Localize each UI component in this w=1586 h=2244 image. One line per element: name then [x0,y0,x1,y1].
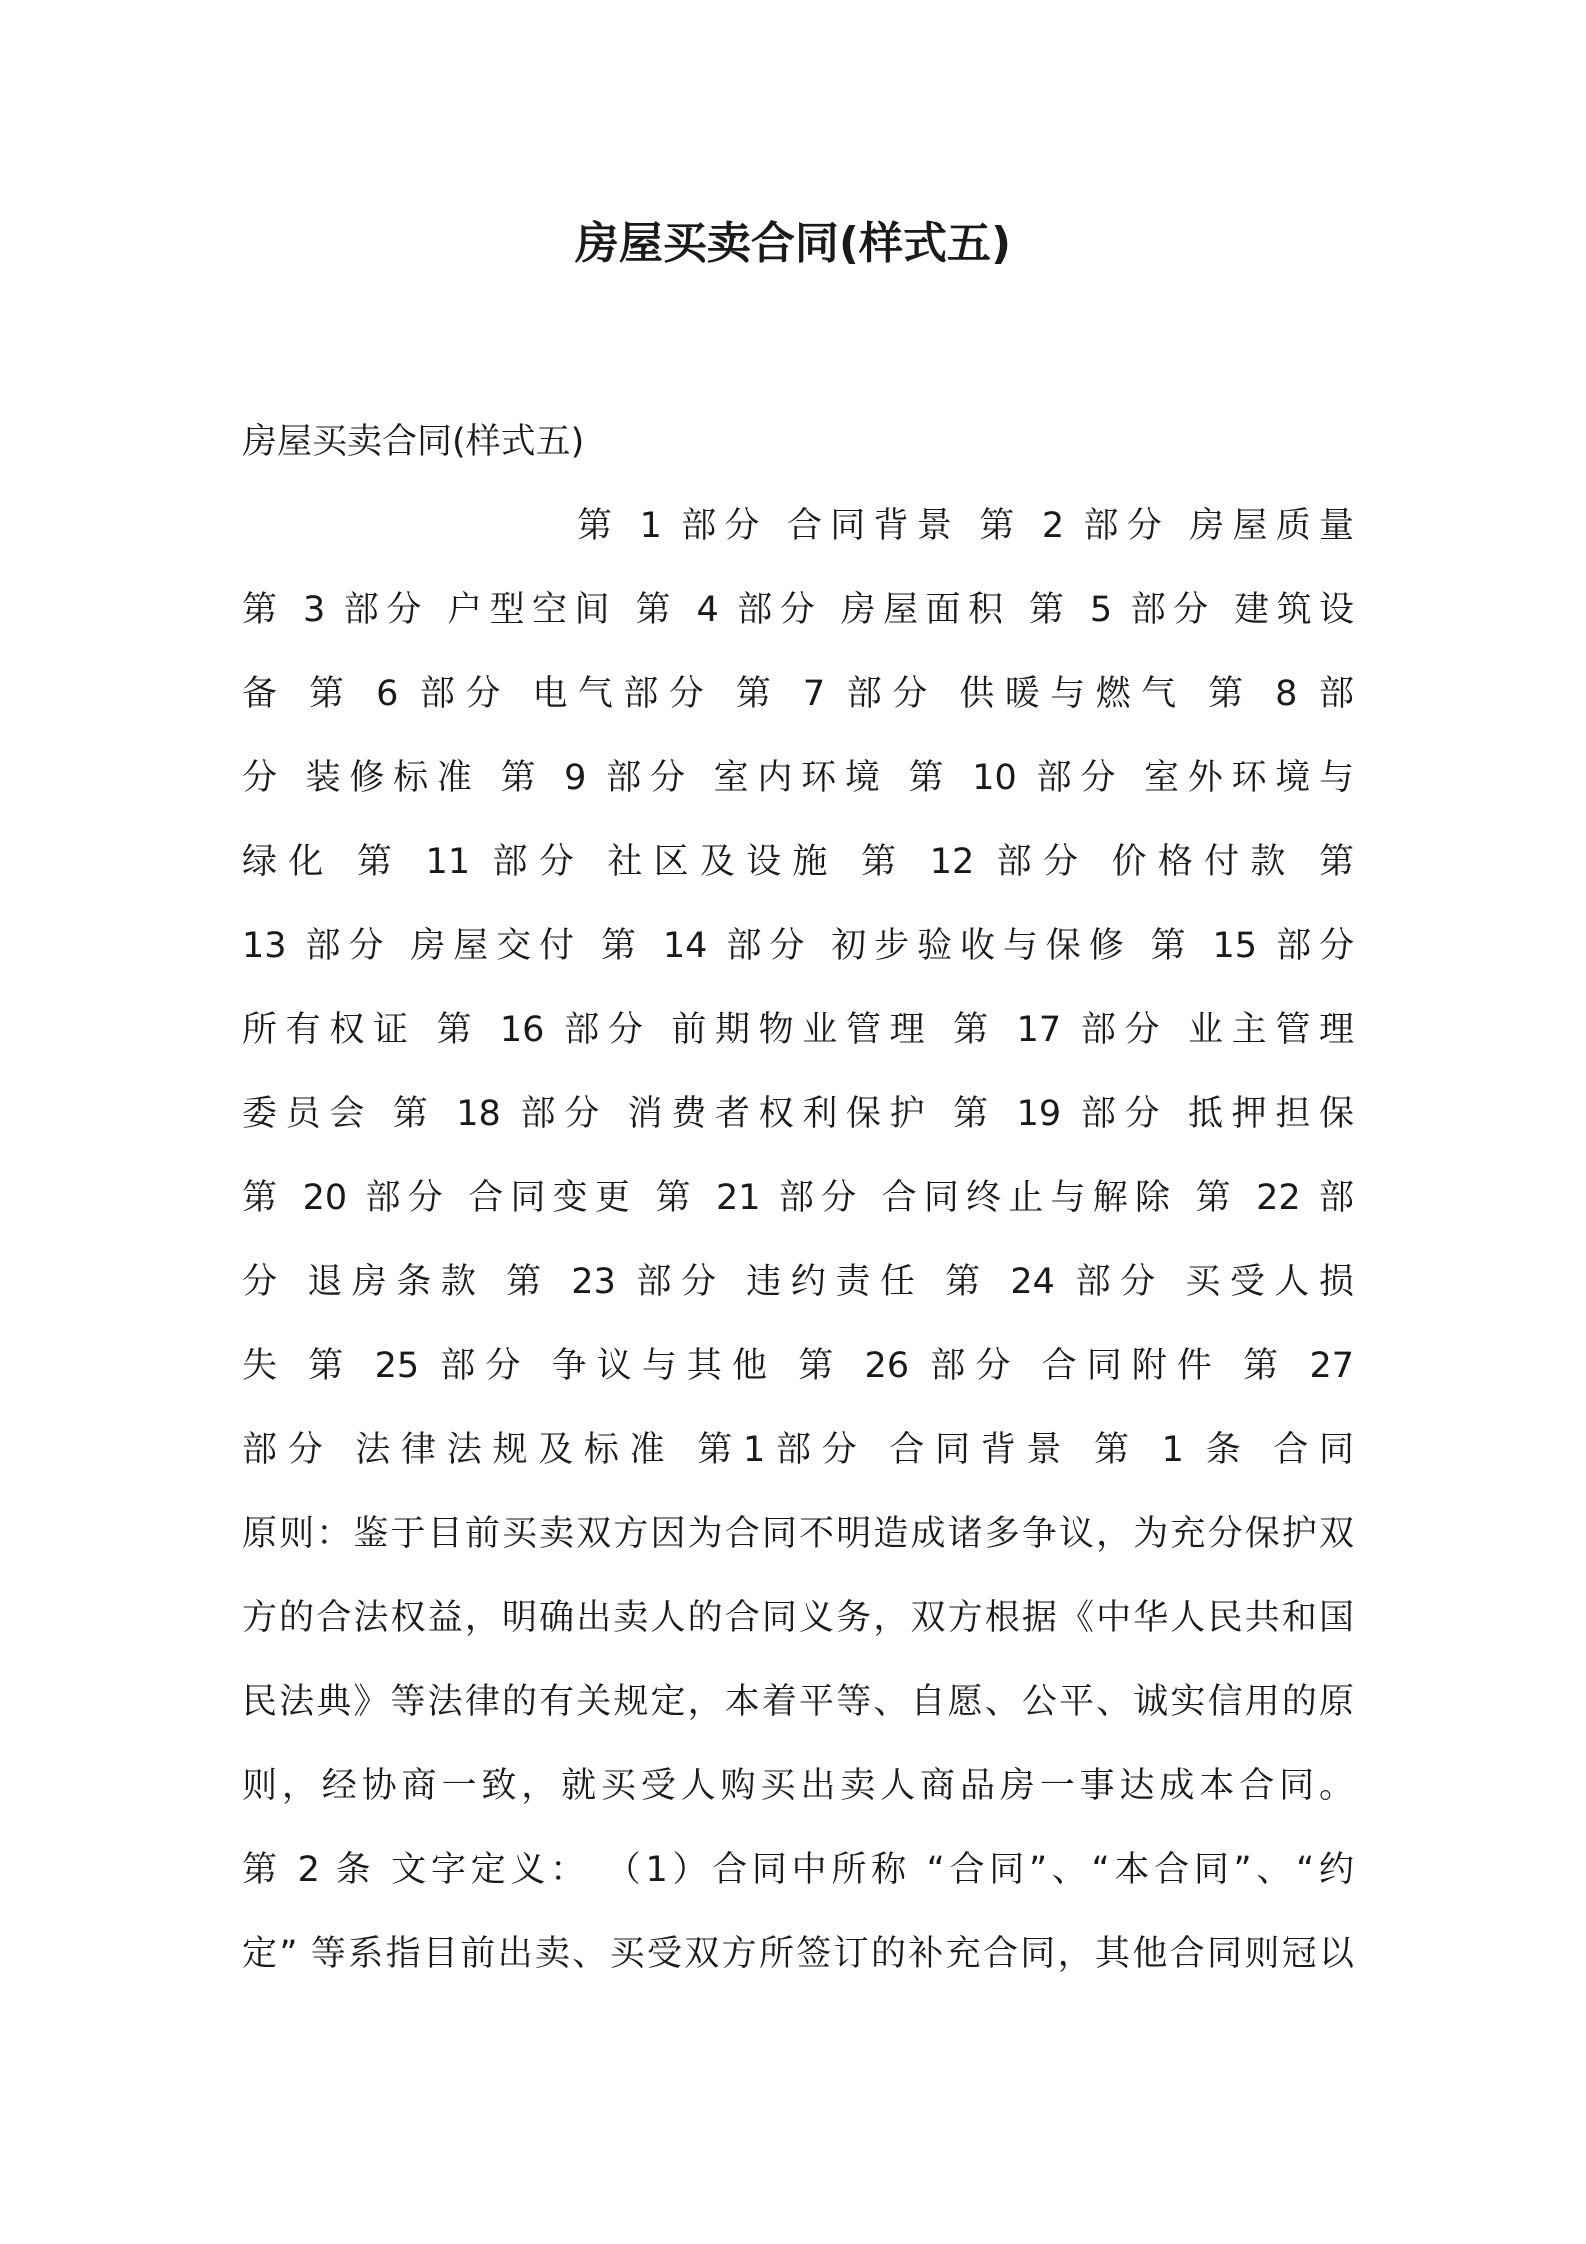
body-line: 则，经协商一致，就买受人购买出卖人商品房一事达成本合同。 [242,1766,1354,1806]
body-line: 定” 等系指目前出卖、买受双方所签订的补充合同，其他合同则冠以 [242,1934,1354,1974]
body-line: 第 1 部分 合同背景 第 2 部分 房屋质量 [577,506,1354,546]
body-line: 方的合法权益，明确出卖人的合同义务，双方根据《中华人民共和国 [242,1598,1354,1638]
body-line: 备 第 6 部分 电气部分 第 7 部分 供暖与燃气 第 8 部 [242,674,1354,714]
body-line: 分 装修标准 第 9 部分 室内环境 第 10 部分 室外环境与 [242,758,1354,798]
body-line: 第 20 部分 合同变更 第 21 部分 合同终止与解除 第 22 部 [242,1178,1354,1218]
document-body [242,400,1354,1996]
body-line: 分 退房条款 第 23 部分 违约责任 第 24 部分 买受人损 [242,1262,1354,1302]
body-line: 所有权证 第 16 部分 前期物业管理 第 17 部分 业主管理 [242,1010,1354,1050]
document-subtitle: 房屋买卖合同(样式五) [242,422,585,462]
body-line: 第 2 条 文字定义： （1）合同中所称 “合同”、“本合同”、“约 [242,1850,1354,1890]
body-line: 13 部分 房屋交付 第 14 部分 初步验收与保修 第 15 部分 [242,926,1354,966]
page-title: 房屋买卖合同(样式五) [574,218,1012,269]
body-line: 部分 法律法规及标准 第1部分 合同背景 第 1 条 合同 [242,1430,1354,1470]
body-line: 原则：鉴于目前买卖双方因为合同不明造成诸多争议，为充分保护双 [242,1514,1354,1554]
body-line: 民法典》等法律的有关规定，本着平等、自愿、公平、诚实信用的原 [242,1682,1354,1722]
body-line: 委员会 第 18 部分 消费者权利保护 第 19 部分 抵押担保 [242,1094,1354,1134]
body-line: 第 3 部分 户型空间 第 4 部分 房屋面积 第 5 部分 建筑设 [242,590,1354,630]
body-line: 绿化 第 11 部分 社区及设施 第 12 部分 价格付款 第 [242,842,1354,882]
body-line: 失 第 25 部分 争议与其他 第 26 部分 合同附件 第 27 [242,1346,1354,1386]
